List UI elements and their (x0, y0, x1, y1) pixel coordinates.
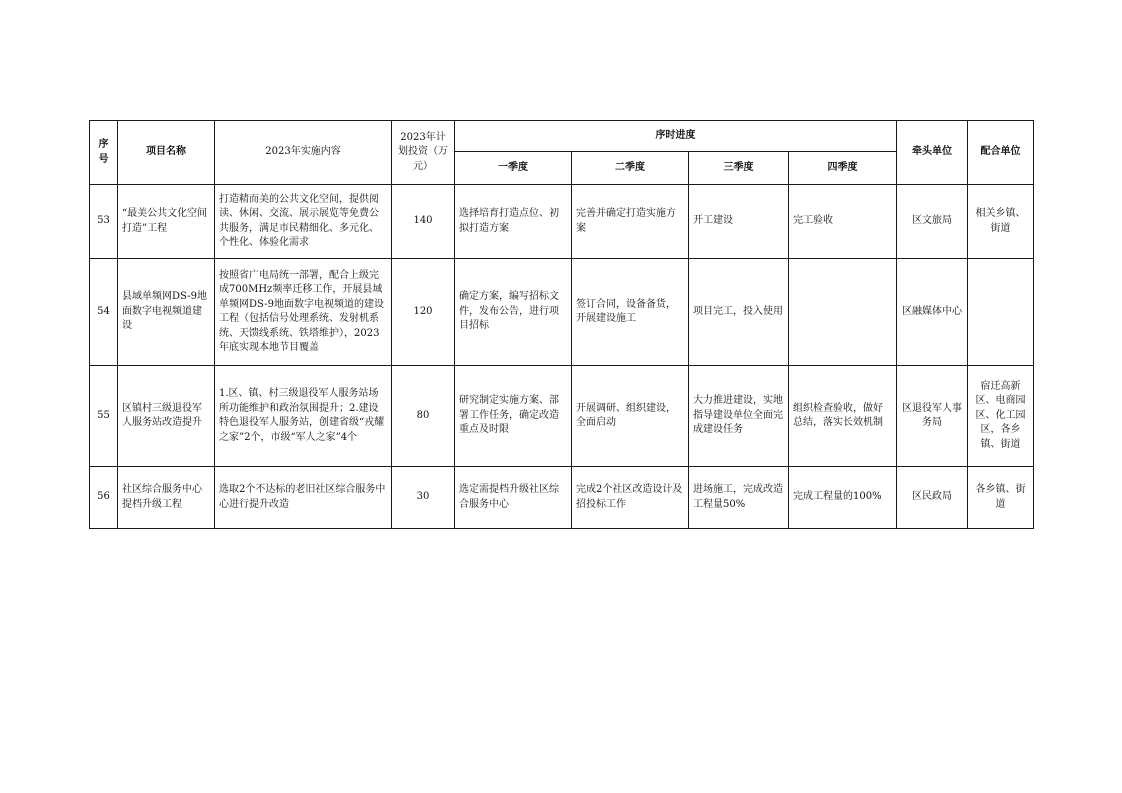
cell-investment: 30 (392, 467, 455, 529)
project-plan-table (89, 120, 1034, 529)
cell-investment: 140 (392, 185, 455, 259)
table-row (90, 467, 1034, 529)
table-body (90, 185, 1034, 529)
header-lead: 牵头单位 (897, 121, 968, 185)
cell-partner (968, 259, 1034, 366)
cell-lead: 区退役军人事务局 (897, 366, 968, 467)
cell-q1: 选定需提档升级社区综合服务中心 (455, 467, 572, 529)
cell-q4: 完工验收 (789, 185, 897, 259)
cell-q2: 完成2个社区改造设计及招投标工作 (572, 467, 689, 529)
table-row (90, 185, 1034, 259)
cell-q3: 进场施工，完成改造工程量50% (689, 467, 789, 529)
table-row (90, 259, 1034, 366)
header-partner: 配合单位 (968, 121, 1034, 185)
cell-investment: 120 (392, 259, 455, 366)
header-q1: 一季度 (455, 152, 572, 185)
cell-partner: 宿迁高新区、电商园区、化工园区，各乡镇、街道 (968, 366, 1034, 467)
cell-lead: 区民政局 (897, 467, 968, 529)
cell-q2: 签订合同，设备备货，开展建设施工 (572, 259, 689, 366)
cell-investment: 80 (392, 366, 455, 467)
cell-q3: 项目完工，投入使用 (689, 259, 789, 366)
header-seq: 序号 (90, 121, 118, 185)
cell-partner: 相关乡镇、街道 (968, 185, 1034, 259)
cell-seq: 55 (90, 366, 118, 467)
cell-q3: 开工建设 (689, 185, 789, 259)
header-q2: 二季度 (572, 152, 689, 185)
header-name: 项目名称 (118, 121, 215, 185)
cell-content: 打造精而美的公共文化空间，提供阅读、休闲、交流、展示展览等免费公共服务，满足市民精细化、多元化、个性化、体验化需求 (215, 185, 392, 259)
table-row (90, 366, 1034, 467)
cell-name: 区镇村三级退役军人服务站改造提升 (118, 366, 215, 467)
cell-content: 选取2个不达标的老旧社区综合服务中心进行提升改造 (215, 467, 392, 529)
cell-q4: 组织检查验收，做好总结，落实长效机制 (789, 366, 897, 467)
cell-q4 (789, 259, 897, 366)
cell-name: 县域单频网DS-9地面数字电视频道建设 (118, 259, 215, 366)
cell-q4: 完成工程量的100% (789, 467, 897, 529)
cell-name: 社区综合服务中心提档升级工程 (118, 467, 215, 529)
cell-lead: 区文旅局 (897, 185, 968, 259)
cell-lead: 区融媒体中心 (897, 259, 968, 366)
cell-q1: 确定方案，编写招标文件，发布公告，进行项目招标 (455, 259, 572, 366)
cell-q2: 完善并确定打造实施方案 (572, 185, 689, 259)
header-q3: 三季度 (689, 152, 789, 185)
cell-q1: 研究制定实施方案、部署工作任务，确定改造重点及时限 (455, 366, 572, 467)
cell-seq: 56 (90, 467, 118, 529)
header-content: 2023年实施内容 (215, 121, 392, 185)
header-schedule: 序时进度 (455, 121, 897, 152)
cell-content: 按照省广电局统一部署，配合上级完成700MHz频率迁移工作，开展县域单频网DS-9地面数字电视频道的建设工程（包括信号处理系统、发射机系统、天馈线系统、铁塔维护），2023年底实现本地节目覆盖 (215, 259, 392, 366)
cell-name: “最美公共文化空间打造”工程 (118, 185, 215, 259)
cell-q3: 大力推进建设，实地指导建设单位全面完成建设任务 (689, 366, 789, 467)
header-row-top (90, 121, 1034, 152)
cell-seq: 54 (90, 259, 118, 366)
cell-content: 1.区、镇、村三级退役军人服务站场所功能维护和政治氛围提升；2.建设特色退役军人服务站，创建省级“戎耀之家”2个，市级“军人之家”4个 (215, 366, 392, 467)
cell-partner: 各乡镇、街道 (968, 467, 1034, 529)
header-q4: 四季度 (789, 152, 897, 185)
header-investment: 2023年计划投资（万元） (392, 121, 455, 185)
cell-q1: 选择培育打造点位、初拟打造方案 (455, 185, 572, 259)
cell-seq: 53 (90, 185, 118, 259)
table-header (90, 121, 1034, 185)
cell-q2: 开展调研、组织建设，全面启动 (572, 366, 689, 467)
